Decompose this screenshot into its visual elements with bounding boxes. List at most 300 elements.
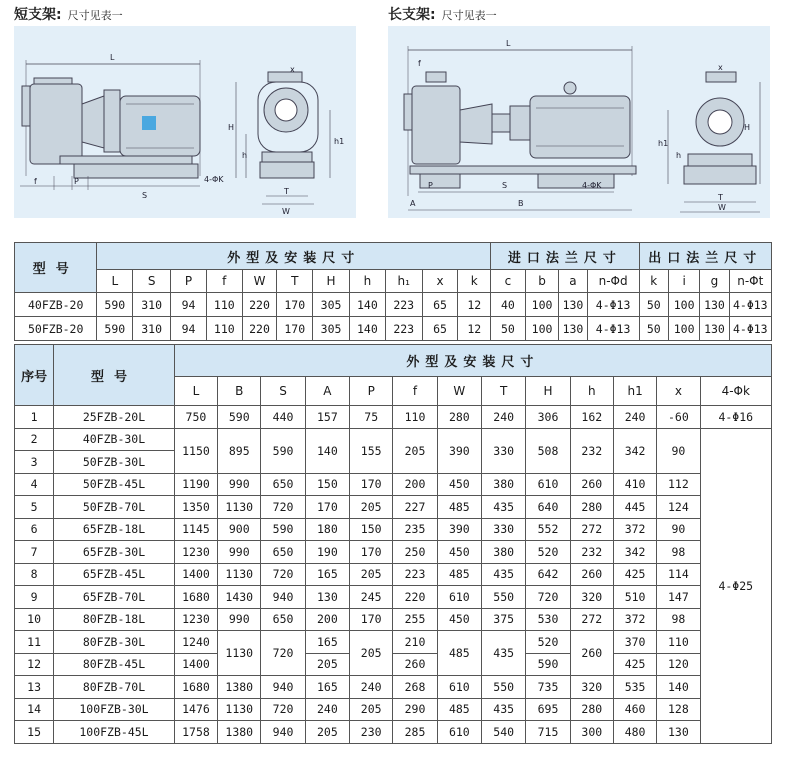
table-cell: 170: [350, 608, 393, 631]
table-row: [15, 631, 772, 654]
seq-cell: 6: [15, 518, 54, 541]
table-cell: 100: [668, 317, 699, 341]
t2-col-header: A: [305, 377, 349, 406]
t2-col-header: 4-Φk: [700, 377, 771, 406]
t1-col-header: g: [700, 270, 729, 293]
table-cell: 165: [305, 563, 349, 586]
model-cell: 100FZB-30L: [54, 698, 175, 721]
table-row: [15, 428, 772, 451]
svg-text:4-ΦK: 4-ΦK: [204, 175, 224, 184]
table-cell: 190: [305, 541, 349, 564]
table-cell: 240: [305, 698, 349, 721]
t1-col-header: P: [171, 270, 207, 293]
table-cell: 520: [526, 541, 570, 564]
table-cell: 120: [657, 653, 700, 676]
t2-col-header: h: [570, 377, 613, 406]
table-cell: 1130: [218, 631, 261, 676]
table-cell: 255: [393, 608, 437, 631]
bolt-holes-cell: 4-Φ25: [700, 428, 771, 743]
svg-text:h: h: [676, 151, 682, 160]
svg-text:T: T: [284, 187, 289, 196]
table-cell: 510: [613, 586, 656, 609]
table-cell: 170: [350, 541, 393, 564]
table-cell: 112: [657, 473, 700, 496]
t1-col-header: L: [97, 270, 133, 293]
t1-col-header: h: [350, 270, 386, 293]
short-bracket-drawing: [14, 26, 356, 218]
t1-outlet-flange-header: 出口法兰尺寸: [639, 243, 771, 270]
table-cell: 110: [657, 631, 700, 654]
table-cell: 165: [305, 631, 349, 654]
table-cell: 1150: [174, 428, 217, 473]
svg-text:W: W: [282, 207, 290, 216]
table-cell: 540: [482, 721, 526, 744]
table-cell: 895: [218, 428, 261, 473]
table-cell: 170: [277, 317, 313, 341]
t1-col-header: b: [525, 270, 559, 293]
table-cell: 227: [393, 496, 437, 519]
t1-col-header: S: [133, 270, 171, 293]
table-cell: 130: [305, 586, 349, 609]
t2-col-header: P: [350, 377, 393, 406]
table-cell: 720: [261, 631, 305, 676]
seq-cell: 8: [15, 563, 54, 586]
table-cell: 552: [526, 518, 570, 541]
long-bracket-heading: 长支架: 尺寸见表一: [388, 7, 497, 23]
table-cell: 750: [174, 406, 217, 429]
table-cell: 320: [570, 586, 613, 609]
table-cell: 425: [613, 653, 656, 676]
model-cell: 65FZB-70L: [54, 586, 175, 609]
table-cell: 1400: [174, 563, 217, 586]
table-cell: 245: [350, 586, 393, 609]
table-cell: 220: [242, 317, 277, 341]
table-cell: 715: [526, 721, 570, 744]
table-cell: 610: [437, 676, 481, 699]
svg-text:f: f: [34, 177, 37, 186]
table-cell: 310: [133, 293, 171, 317]
seq-cell: 4: [15, 473, 54, 496]
t2-col-header: h1: [613, 377, 656, 406]
table-cell: 220: [242, 293, 277, 317]
table-cell: 640: [526, 496, 570, 519]
t2-col-header: f: [393, 377, 437, 406]
t2-col-header: S: [261, 377, 305, 406]
table-row: [15, 293, 772, 317]
table-cell: 590: [261, 428, 305, 473]
table-cell: 590: [218, 406, 261, 429]
table-cell: 50: [491, 317, 526, 341]
table-cell: 435: [482, 563, 526, 586]
table-cell: 205: [305, 653, 349, 676]
svg-text:B: B: [518, 199, 524, 208]
model-cell: 65FZB-30L: [54, 541, 175, 564]
table-cell: 642: [526, 563, 570, 586]
table-cell: 435: [482, 496, 526, 519]
t1-col-header: k: [458, 270, 491, 293]
long-bracket-drawing: [388, 26, 770, 218]
table-cell: 220: [393, 586, 437, 609]
table-cell: 485: [437, 698, 481, 721]
table-row: [15, 563, 772, 586]
model-cell: 80FZB-30L: [54, 631, 175, 654]
table-cell: 260: [393, 653, 437, 676]
seq-cell: 1: [15, 406, 54, 429]
table-cell: 435: [482, 698, 526, 721]
table-cell: 520: [526, 631, 570, 654]
table-cell: 232: [570, 541, 613, 564]
t2-dimensions-header: 外型及安装尺寸: [174, 345, 771, 377]
table-cell: 1230: [174, 541, 217, 564]
table-cell: 110: [206, 317, 242, 341]
table-cell: 268: [393, 676, 437, 699]
table-cell: 124: [657, 496, 700, 519]
table-cell: 342: [613, 541, 656, 564]
table-cell: 110: [393, 406, 437, 429]
t1-col-header: c: [491, 270, 526, 293]
table-cell: 410: [613, 473, 656, 496]
table-cell: 460: [613, 698, 656, 721]
table-cell: 260: [570, 473, 613, 496]
table-cell: 200: [305, 608, 349, 631]
table-cell: 290: [393, 698, 437, 721]
table-cell: 610: [437, 586, 481, 609]
t1-col-header: i: [668, 270, 699, 293]
t2-col-header: x: [657, 377, 700, 406]
table-cell: 223: [385, 293, 422, 317]
table-cell: 280: [437, 406, 481, 429]
model-cell: 80FZB-45L: [54, 653, 175, 676]
table-cell: 50: [639, 293, 668, 317]
table-cell: 330: [482, 428, 526, 473]
long-bracket-note: 尺寸见表一: [441, 9, 497, 22]
table-cell: 240: [350, 676, 393, 699]
table-cell: 372: [613, 608, 656, 631]
table-cell: 550: [482, 586, 526, 609]
table-cell: 720: [261, 698, 305, 721]
svg-text:x: x: [290, 65, 295, 74]
table-cell: 900: [218, 518, 261, 541]
t2-col-header: B: [218, 377, 261, 406]
table-cell: 530: [526, 608, 570, 631]
table-cell: 720: [261, 563, 305, 586]
t2-col-header: H: [526, 377, 570, 406]
short-bracket-heading: 短支架: 尺寸见表一: [14, 7, 123, 23]
table-cell: 12: [458, 317, 491, 341]
table-cell: 170: [350, 473, 393, 496]
t1-col-header: n-Φd: [587, 270, 639, 293]
svg-text:L: L: [506, 39, 511, 48]
table-cell: 1380: [218, 721, 261, 744]
model-cell: 40FZB-20: [15, 293, 97, 317]
table-cell: 305: [313, 293, 350, 317]
t1-col-header: x: [422, 270, 458, 293]
svg-text:H: H: [228, 123, 235, 132]
seq-cell: 3: [15, 451, 54, 474]
table-cell: 240: [482, 406, 526, 429]
table-cell: 390: [437, 428, 481, 473]
model-cell: 50FZB-20: [15, 317, 97, 341]
table-cell: 450: [437, 541, 481, 564]
table-cell: 90: [657, 518, 700, 541]
table-cell: 110: [206, 293, 242, 317]
table-cell: 4-Φ13: [587, 293, 639, 317]
table-cell: 205: [393, 428, 437, 473]
table-cell: 435: [482, 631, 526, 676]
table-cell: 1680: [174, 676, 217, 699]
table-cell: 100: [668, 293, 699, 317]
table-cell: 157: [305, 406, 349, 429]
table-cell: 65: [422, 293, 458, 317]
table-cell: 306: [526, 406, 570, 429]
svg-text:S: S: [502, 181, 508, 190]
table-cell: 375: [482, 608, 526, 631]
table-cell: 165: [305, 676, 349, 699]
table-cell: 425: [613, 563, 656, 586]
table-cell: 100: [525, 293, 559, 317]
table-cell: 205: [350, 563, 393, 586]
table-cell: 128: [657, 698, 700, 721]
table-cell: 650: [261, 473, 305, 496]
svg-text:T: T: [718, 193, 723, 202]
table-cell: 370: [613, 631, 656, 654]
t2-seq-header: 序号: [15, 345, 54, 406]
table-row: [15, 317, 772, 341]
t1-model-header: 型号: [15, 243, 97, 293]
table-cell: 4-Φ13: [729, 317, 771, 341]
long-bracket-table: [14, 344, 772, 744]
svg-text:L: L: [110, 53, 115, 62]
table-cell: 735: [526, 676, 570, 699]
table-cell: 550: [482, 676, 526, 699]
table-cell: 372: [613, 518, 656, 541]
table-cell: 140: [305, 428, 349, 473]
long-bracket-drawing-panel: [388, 26, 770, 218]
table-cell: 90: [657, 428, 700, 473]
table-cell: 380: [482, 541, 526, 564]
table-cell: 535: [613, 676, 656, 699]
svg-text:h: h: [242, 151, 248, 160]
table-cell: 1430: [218, 586, 261, 609]
table-row: [15, 721, 772, 744]
table-cell: 990: [218, 541, 261, 564]
model-cell: 80FZB-18L: [54, 608, 175, 631]
table-cell: 1400: [174, 653, 217, 676]
table-cell: 98: [657, 541, 700, 564]
table-cell: 150: [305, 473, 349, 496]
table-cell: 65: [422, 317, 458, 341]
table-cell: 130: [700, 317, 729, 341]
table-cell: 180: [305, 518, 349, 541]
table-row: [15, 653, 772, 676]
table-cell: 205: [350, 698, 393, 721]
table-cell: 130: [700, 293, 729, 317]
table-cell: 1130: [218, 698, 261, 721]
seq-cell: 14: [15, 698, 54, 721]
seq-cell: 13: [15, 676, 54, 699]
table-cell: 170: [277, 293, 313, 317]
table-cell: 205: [350, 496, 393, 519]
table-cell: 1240: [174, 631, 217, 654]
model-cell: 50FZB-45L: [54, 473, 175, 496]
t2-col-header: L: [174, 377, 217, 406]
table-cell: 380: [482, 473, 526, 496]
seq-cell: 2: [15, 428, 54, 451]
table-cell: 485: [437, 631, 481, 676]
table-cell: 170: [305, 496, 349, 519]
table-cell: 230: [350, 721, 393, 744]
t1-col-header: n-Φt: [729, 270, 771, 293]
table-cell: 162: [570, 406, 613, 429]
bolt-holes-cell: 4-Φ16: [700, 406, 771, 429]
table-cell: 205: [350, 631, 393, 676]
t1-col-header: h₁: [385, 270, 422, 293]
table-cell: 223: [385, 317, 422, 341]
table-cell: 98: [657, 608, 700, 631]
table-row: [15, 406, 772, 429]
svg-text:f: f: [418, 59, 421, 68]
table-cell: 235: [393, 518, 437, 541]
table-cell: 300: [570, 721, 613, 744]
table-cell: 1680: [174, 586, 217, 609]
table-cell: 205: [305, 721, 349, 744]
table-cell: 200: [393, 473, 437, 496]
table-cell: 1476: [174, 698, 217, 721]
table-cell: 250: [393, 541, 437, 564]
table-cell: 720: [261, 496, 305, 519]
table-cell: 650: [261, 541, 305, 564]
table-cell: 130: [657, 721, 700, 744]
table-row: [15, 518, 772, 541]
table-cell: 445: [613, 496, 656, 519]
table-cell: -60: [657, 406, 700, 429]
t1-col-header: T: [277, 270, 313, 293]
table-cell: 940: [261, 586, 305, 609]
t1-col-header: a: [559, 270, 587, 293]
table-cell: 240: [613, 406, 656, 429]
model-cell: 50FZB-30L: [54, 451, 175, 474]
svg-text:4-ΦK: 4-ΦK: [582, 181, 602, 190]
table-row: [15, 586, 772, 609]
table-cell: 140: [657, 676, 700, 699]
table-cell: 75: [350, 406, 393, 429]
table-cell: 4-Φ13: [587, 317, 639, 341]
table-cell: 12: [458, 293, 491, 317]
table-cell: 1130: [218, 496, 261, 519]
table-cell: 94: [171, 293, 207, 317]
table-cell: 155: [350, 428, 393, 473]
table-cell: 140: [350, 317, 386, 341]
model-cell: 100FZB-45L: [54, 721, 175, 744]
svg-text:h1: h1: [334, 137, 345, 146]
table-cell: 305: [313, 317, 350, 341]
table-cell: 485: [437, 496, 481, 519]
seq-cell: 12: [15, 653, 54, 676]
table-row: [15, 608, 772, 631]
short-bracket-drawing-panel: [14, 26, 356, 218]
seq-cell: 11: [15, 631, 54, 654]
svg-text:h1: h1: [658, 139, 669, 148]
table-cell: 147: [657, 586, 700, 609]
table-cell: 1230: [174, 608, 217, 631]
table-cell: 508: [526, 428, 570, 473]
t2-model-header: 型号: [54, 345, 175, 406]
table-cell: 140: [350, 293, 386, 317]
t1-col-header: k: [639, 270, 668, 293]
table-cell: 990: [218, 608, 261, 631]
table-cell: 150: [350, 518, 393, 541]
table-cell: 130: [559, 317, 587, 341]
table-cell: 223: [393, 563, 437, 586]
table-cell: 320: [570, 676, 613, 699]
seq-cell: 5: [15, 496, 54, 519]
table-cell: 450: [437, 473, 481, 496]
table-cell: 1130: [218, 563, 261, 586]
model-cell: 65FZB-45L: [54, 563, 175, 586]
svg-text:H: H: [744, 123, 751, 132]
short-bracket-table: [14, 242, 772, 341]
svg-text:P: P: [74, 177, 79, 186]
table-cell: 650: [261, 608, 305, 631]
table-cell: 590: [261, 518, 305, 541]
table-cell: 280: [570, 496, 613, 519]
table-cell: 210: [393, 631, 437, 654]
model-cell: 80FZB-70L: [54, 676, 175, 699]
table-cell: 480: [613, 721, 656, 744]
table-cell: 590: [97, 293, 133, 317]
svg-text:S: S: [142, 191, 148, 200]
t1-dimensions-header: 外型及安装尺寸: [97, 243, 491, 270]
table-cell: 390: [437, 518, 481, 541]
seq-cell: 15: [15, 721, 54, 744]
t2-col-header: T: [482, 377, 526, 406]
seq-cell: 10: [15, 608, 54, 631]
table-cell: 940: [261, 676, 305, 699]
table-cell: 990: [218, 473, 261, 496]
model-cell: 50FZB-70L: [54, 496, 175, 519]
model-cell: 40FZB-30L: [54, 428, 175, 451]
t1-inlet-flange-header: 进口法兰尺寸: [491, 243, 640, 270]
table-row: [15, 496, 772, 519]
table-cell: 310: [133, 317, 171, 341]
table-row: [15, 698, 772, 721]
table-cell: 940: [261, 721, 305, 744]
table-cell: 1190: [174, 473, 217, 496]
table-cell: 40: [491, 293, 526, 317]
model-cell: 65FZB-18L: [54, 518, 175, 541]
table-cell: 590: [526, 653, 570, 676]
table-cell: 330: [482, 518, 526, 541]
svg-text:P: P: [428, 181, 433, 190]
svg-text:W: W: [718, 203, 726, 212]
table-row: [15, 676, 772, 699]
table-cell: 285: [393, 721, 437, 744]
t1-col-header: H: [313, 270, 350, 293]
table-row: [15, 473, 772, 496]
table-cell: 114: [657, 563, 700, 586]
table-cell: 450: [437, 608, 481, 631]
short-bracket-note: 尺寸见表一: [67, 9, 123, 22]
t1-col-header: W: [242, 270, 277, 293]
seq-cell: 7: [15, 541, 54, 564]
table-cell: 1145: [174, 518, 217, 541]
seq-cell: 9: [15, 586, 54, 609]
table-cell: 4-Φ13: [729, 293, 771, 317]
table-cell: 260: [570, 563, 613, 586]
table-cell: 272: [570, 518, 613, 541]
table-cell: 94: [171, 317, 207, 341]
table-cell: 130: [559, 293, 587, 317]
